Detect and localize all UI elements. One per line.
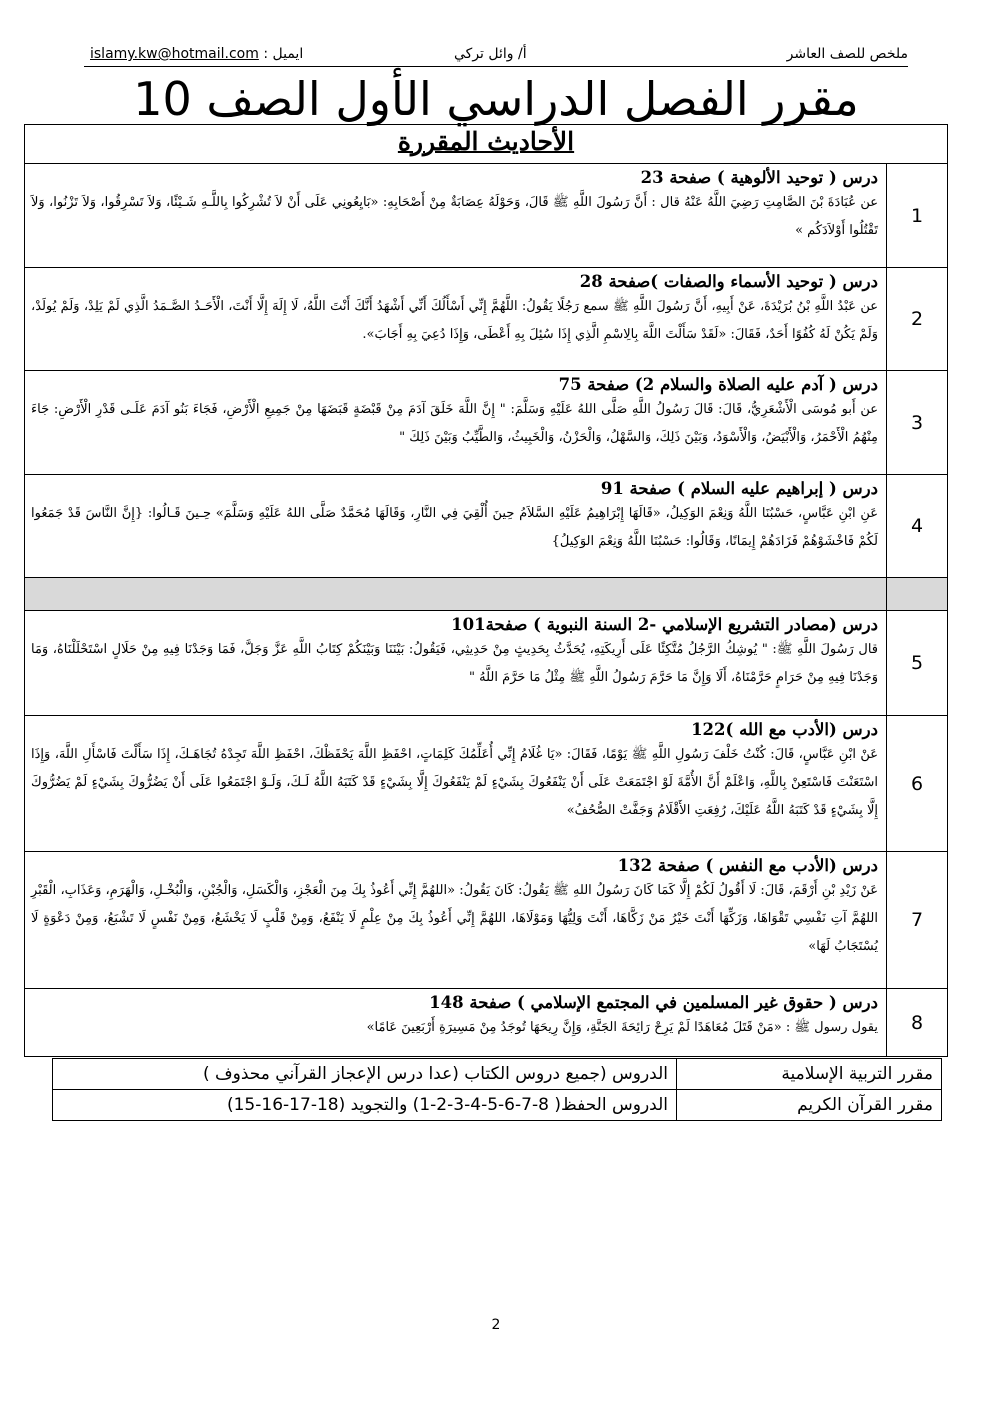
summary-subject: مقرر التربية الإسلامية <box>677 1059 942 1090</box>
table-row <box>25 611 948 716</box>
separator-cell <box>25 578 887 611</box>
header-email-block <box>90 46 303 62</box>
lesson-title: درس ( توحيد الألوهية ) صفحة 23 <box>640 168 878 187</box>
summary-row <box>53 1090 942 1121</box>
row-content <box>25 716 887 852</box>
table-row <box>25 716 948 852</box>
lesson-title: درس (الأدب مع النفس ) صفحة 132 <box>617 856 878 875</box>
table-row <box>25 268 948 371</box>
row-number: 4 <box>887 475 948 578</box>
hadith-text: عن أَبو مُوسَى الْأَشْعَرِيُّ، قَالَ: قَالَ رَسُولُ اللَّهِ صَلَّى اللهُ عَلَيْهِ وَسَلَّمَ: " إِنَّ اللَّهَ خَلَقَ آدَمَ مِنْ قَبْضَةٍ قَبَضَهَا مِنْ جَمِيعِ الْأَرْضِ، فَجَاءَ بَنُو آدَمَ عَلَـى قَدْرِ الْأَرْضِ: جَاءَ مِنْهُمُ الْأَحْمَرُ، وَالْأَبْيَضُ، وَالْأَسْوَدُ، وَبَيْنَ ذَلِكَ، وَالسَّهْلُ، وَالْحَزْنُ، وَالْخَبِيثُ، وَالطَّيِّبُ وَبَيْنَ ذَلِكَ " <box>31 402 878 445</box>
row-content <box>25 371 887 475</box>
row-content <box>25 852 887 989</box>
summary-row <box>53 1059 942 1090</box>
hadith-text: عن عُبَادَةَ بْنَ الصَّامِتِ رَضِيَ اللَّهُ عَنْهُ قال : أَنَّ رَسُولَ اللَّهِ ﷺ قَالَ، وَحَوْلَهُ عِصَابَةٌ مِنْ أَصْحَابِهِ: «بَايِعُونِي عَلَى أَنْ لاَ تُشْرِكُوا بِاللَّـهِ شَـيْئًا، وَلاَ تَسْرِقُوا، وَلاَ تَزْنُوا، وَلاَ تَقْتُلُوا أَوْلاَدَكُم » <box>31 195 878 238</box>
table-row <box>25 475 948 578</box>
row-content <box>25 989 887 1057</box>
header-email-label: ايميل : <box>263 46 304 62</box>
summary-lessons: الدروس (جميع دروس الكتاب (عدا درس الإعجاز القرآني محذوف ) <box>53 1059 677 1090</box>
table-row <box>25 164 948 268</box>
summary-lessons: الدروس الحفظ( 8-7-6-5-4-3-2-1) والتجويد (18-17-16-15) <box>53 1090 677 1121</box>
header-email: islamy.kw@hotmail.com <box>90 46 259 62</box>
lesson-title: درس ( آدم عليه الصلاة والسلام 2) صفحة 75 <box>558 375 878 394</box>
row-number: 5 <box>887 611 948 716</box>
summary-subject: مقرر القرآن الكريم <box>677 1090 942 1121</box>
row-number: 7 <box>887 852 948 989</box>
lesson-title: درس ( حقوق غير المسلمين في المجتمع الإسلامي ) صفحة 148 <box>429 993 878 1012</box>
page-title: مقرر الفصل الدراسي الأول الصف 10 <box>133 72 859 126</box>
row-number: 1 <box>887 164 948 268</box>
hadith-text: عن عَبْدُ اللَّهِ بْنُ بُرَيْدَةَ، عَنْ أَبِيهِ، أَنَّ رَسُولَ اللَّهِ ﷺ سمع رَجُلًا يَقُولُ: اللَّهُمَّ إِنِّي أَسْأَلُكَ أَنِّي أَشْهَدُ أَنَّكَ أَنْتَ اللَّهُ، لَا إِلَهَ إِلَّا أَنْتَ، الْأَحَـدُ الصَّـمَدُ الَّذِي لَمْ يَلِدْ، وَلَمْ يُولَدْ، وَلَمْ يَكُنْ لَهُ كُفُوًا أَحَدٌ، فَقَالَ: «لَقَدْ سَأَلْتَ اللَّهَ بِالِاسْمِ الَّذِي إِذَا سُئِلَ بِهِ أَعْطَى، وَإِذَا دُعِيَ بِهِ أَجَابَ». <box>31 299 878 342</box>
row-content <box>25 164 887 268</box>
lesson-title: درس (مصادر التشريع الإسلامي -2 السنة النبوية ) صفحة101 <box>451 615 878 634</box>
hadith-text: عَنْ زَيْدِ بْنِ أَرْقَمَ، قَالَ: لَا أَقُولُ لَكُمْ إِلَّا كَمَا كَانَ رَسُولُ اللهِ ﷺ يَقُولُ: كَانَ يَقُولُ: «اللهُمَّ إِنِّي أَعُوذُ بِكَ مِنَ الْعَجْزِ، وَالْكَسَلِ، وَالْجُبْنِ، وَالْبُخْـلِ، وَالْهَرَمِ، وَعَذَابِ، الْقَبْرِ اللهُمَّ آتِ نَفْسِي تَقْوَاهَا، وَزَكِّهَا أَنْتَ خَيْرُ مَنْ زَكَّاهَا، أَنْتَ وَلِيُّهَا وَمَوْلَاهَا، اللهُمَّ إِنِّي أَعُوذُ بِكَ مِنْ عِلْمٍ لَا يَنْفَعُ، وَمِنْ قَلْبٍ لَا يَخْشَعُ، وَمِنْ نَفْسٍ لَا تَشْبَعُ، وَمِنْ دَعْوَةٍ لَا يُسْتَجَابُ لَهَا» <box>31 883 878 954</box>
curriculum-summary-table <box>52 1058 942 1121</box>
hadith-text: عَنْ ابْنِ عَبَّاسٍ، قَالَ: كُنْتُ خَلْفَ رَسُولِ اللَّهِ ﷺ يَوْمًا، فَقَالَ: «يَا غُلَامُ إِنِّي أُعَلِّمُكَ كَلِمَاتٍ، احْفَظِ اللَّهَ يَحْفَظْكَ، احْفَظِ اللَّهَ تَجِدْهُ تُجَاهَـكَ، إِذَا سَأَلْتَ فَاسْأَلِ اللَّهَ، وَإِذَا اسْتَعَنْتَ فَاسْتَعِنْ بِاللَّهِ، وَاعْلَمْ أَنَّ الأُمَّةَ لَوْ اجْتَمَعَتْ عَلَى أَنْ يَنْفَعُوكَ بِشَيْءٍ لَمْ يَنْفَعُوكَ إِلَّا بِشَيْءٍ قَدْ كَتَبَهُ اللَّهُ لَـكَ، وَلَـوْ اجْتَمَعُوا عَلَى أَنْ يَضُرُّوكَ بِشَيْءٍ لَمْ يَضُرُّوكَ إِلَّا بِشَيْءٍ قَدْ كَتَبَهُ اللَّهُ عَلَيْكَ، رُفِعَتِ الأَقْلَامُ وَجَفَّتْ الصُّحُفُ» <box>31 747 878 818</box>
row-number: 8 <box>887 989 948 1057</box>
row-content <box>25 611 887 716</box>
row-number: 2 <box>887 268 948 371</box>
row-number: 3 <box>887 371 948 475</box>
row-content <box>25 475 887 578</box>
separator-cell <box>887 578 948 611</box>
page-number: 2 <box>491 1317 501 1333</box>
hadith-table <box>24 124 948 1057</box>
page-header <box>84 44 908 67</box>
hadith-text: قال رَسُولَ اللَّهِ ﷺ: " يُوشِكُ الرَّجُلُ مُتَّكِئًا عَلَى أَرِيكَتِهِ، يُحَدَّثُ بِحَدِيثٍ مِنْ حَدِيثِي، فَيَقُولُ: بَيْنَنَا وَبَيْنَكُمْ كِتَابُ اللَّهِ عَزَّ وَجَلَّ، فَمَا وَجَدْنَا فِيهِ مِنْ حَلَالٍ اسْتَحْلَلْنَاهُ، وَمَا وَجَدْنَا فِيهِ مِنْ حَرَامٍ حَرَّمْنَاهُ، أَلَا وَإِنَّ مَا حَرَّمَ رَسُولُ اللَّهِ ﷺ مِثْلُ مَا حَرَّمَ اللَّهُ " <box>31 642 878 685</box>
lesson-title: درس (الأدب مع الله )122 <box>691 720 878 739</box>
hadith-text: يقول رسول ﷺ : «مَنْ قَتَلَ مُعَاهَدًا لَمْ يَرِحْ رَائِحَةَ الجَنَّةِ، وَإِنَّ رِيحَهَا تُوجَدُ مِنْ مَسِيرَةِ أَرْبَعِينَ عَامًا» <box>366 1020 878 1035</box>
table-row <box>25 371 948 475</box>
table-row <box>25 989 948 1057</box>
table-row <box>25 852 948 989</box>
hadith-text: عَنِ ابْنِ عَبَّاسٍ، حَسْبُنَا اللَّهُ وَنِعْمَ الوَكِيلُ، «قَالَهَا إِبْرَاهِيمُ عَلَيْهِ السَّلاَمُ حِينَ أُلْقِيَ فِي النَّارِ، وَقَالَهَا مُحَمَّدٌ صَلَّى اللهُ عَلَيْهِ وَسَلَّمَ» حِـينَ قَـالُوا: {إِنَّ النَّاسَ قَدْ جَمَعُوا لَكُمْ فَاخْشَوْهُمْ فَزَادَهُمْ إِيمَانًا، وَقَالُوا: حَسْبُنَا اللَّهُ وَنِعْمَ الوَكِيلُ} <box>31 506 878 549</box>
section-heading-row <box>25 125 948 164</box>
section-heading: الأحاديث المقررة <box>397 127 575 156</box>
lesson-title: درس ( إبراهيم عليه السلام ) صفحة 91 <box>600 479 878 498</box>
row-number: 6 <box>887 716 948 852</box>
separator-row <box>25 578 948 611</box>
header-subject: ملخص للصف العاشر <box>786 46 908 62</box>
section-heading-cell <box>25 125 948 164</box>
header-teacher: أ/ وائل تركي <box>454 46 527 62</box>
lesson-title: درس ( توحيد الأسماء والصفات )صفحة 28 <box>579 272 878 291</box>
row-content <box>25 268 887 371</box>
